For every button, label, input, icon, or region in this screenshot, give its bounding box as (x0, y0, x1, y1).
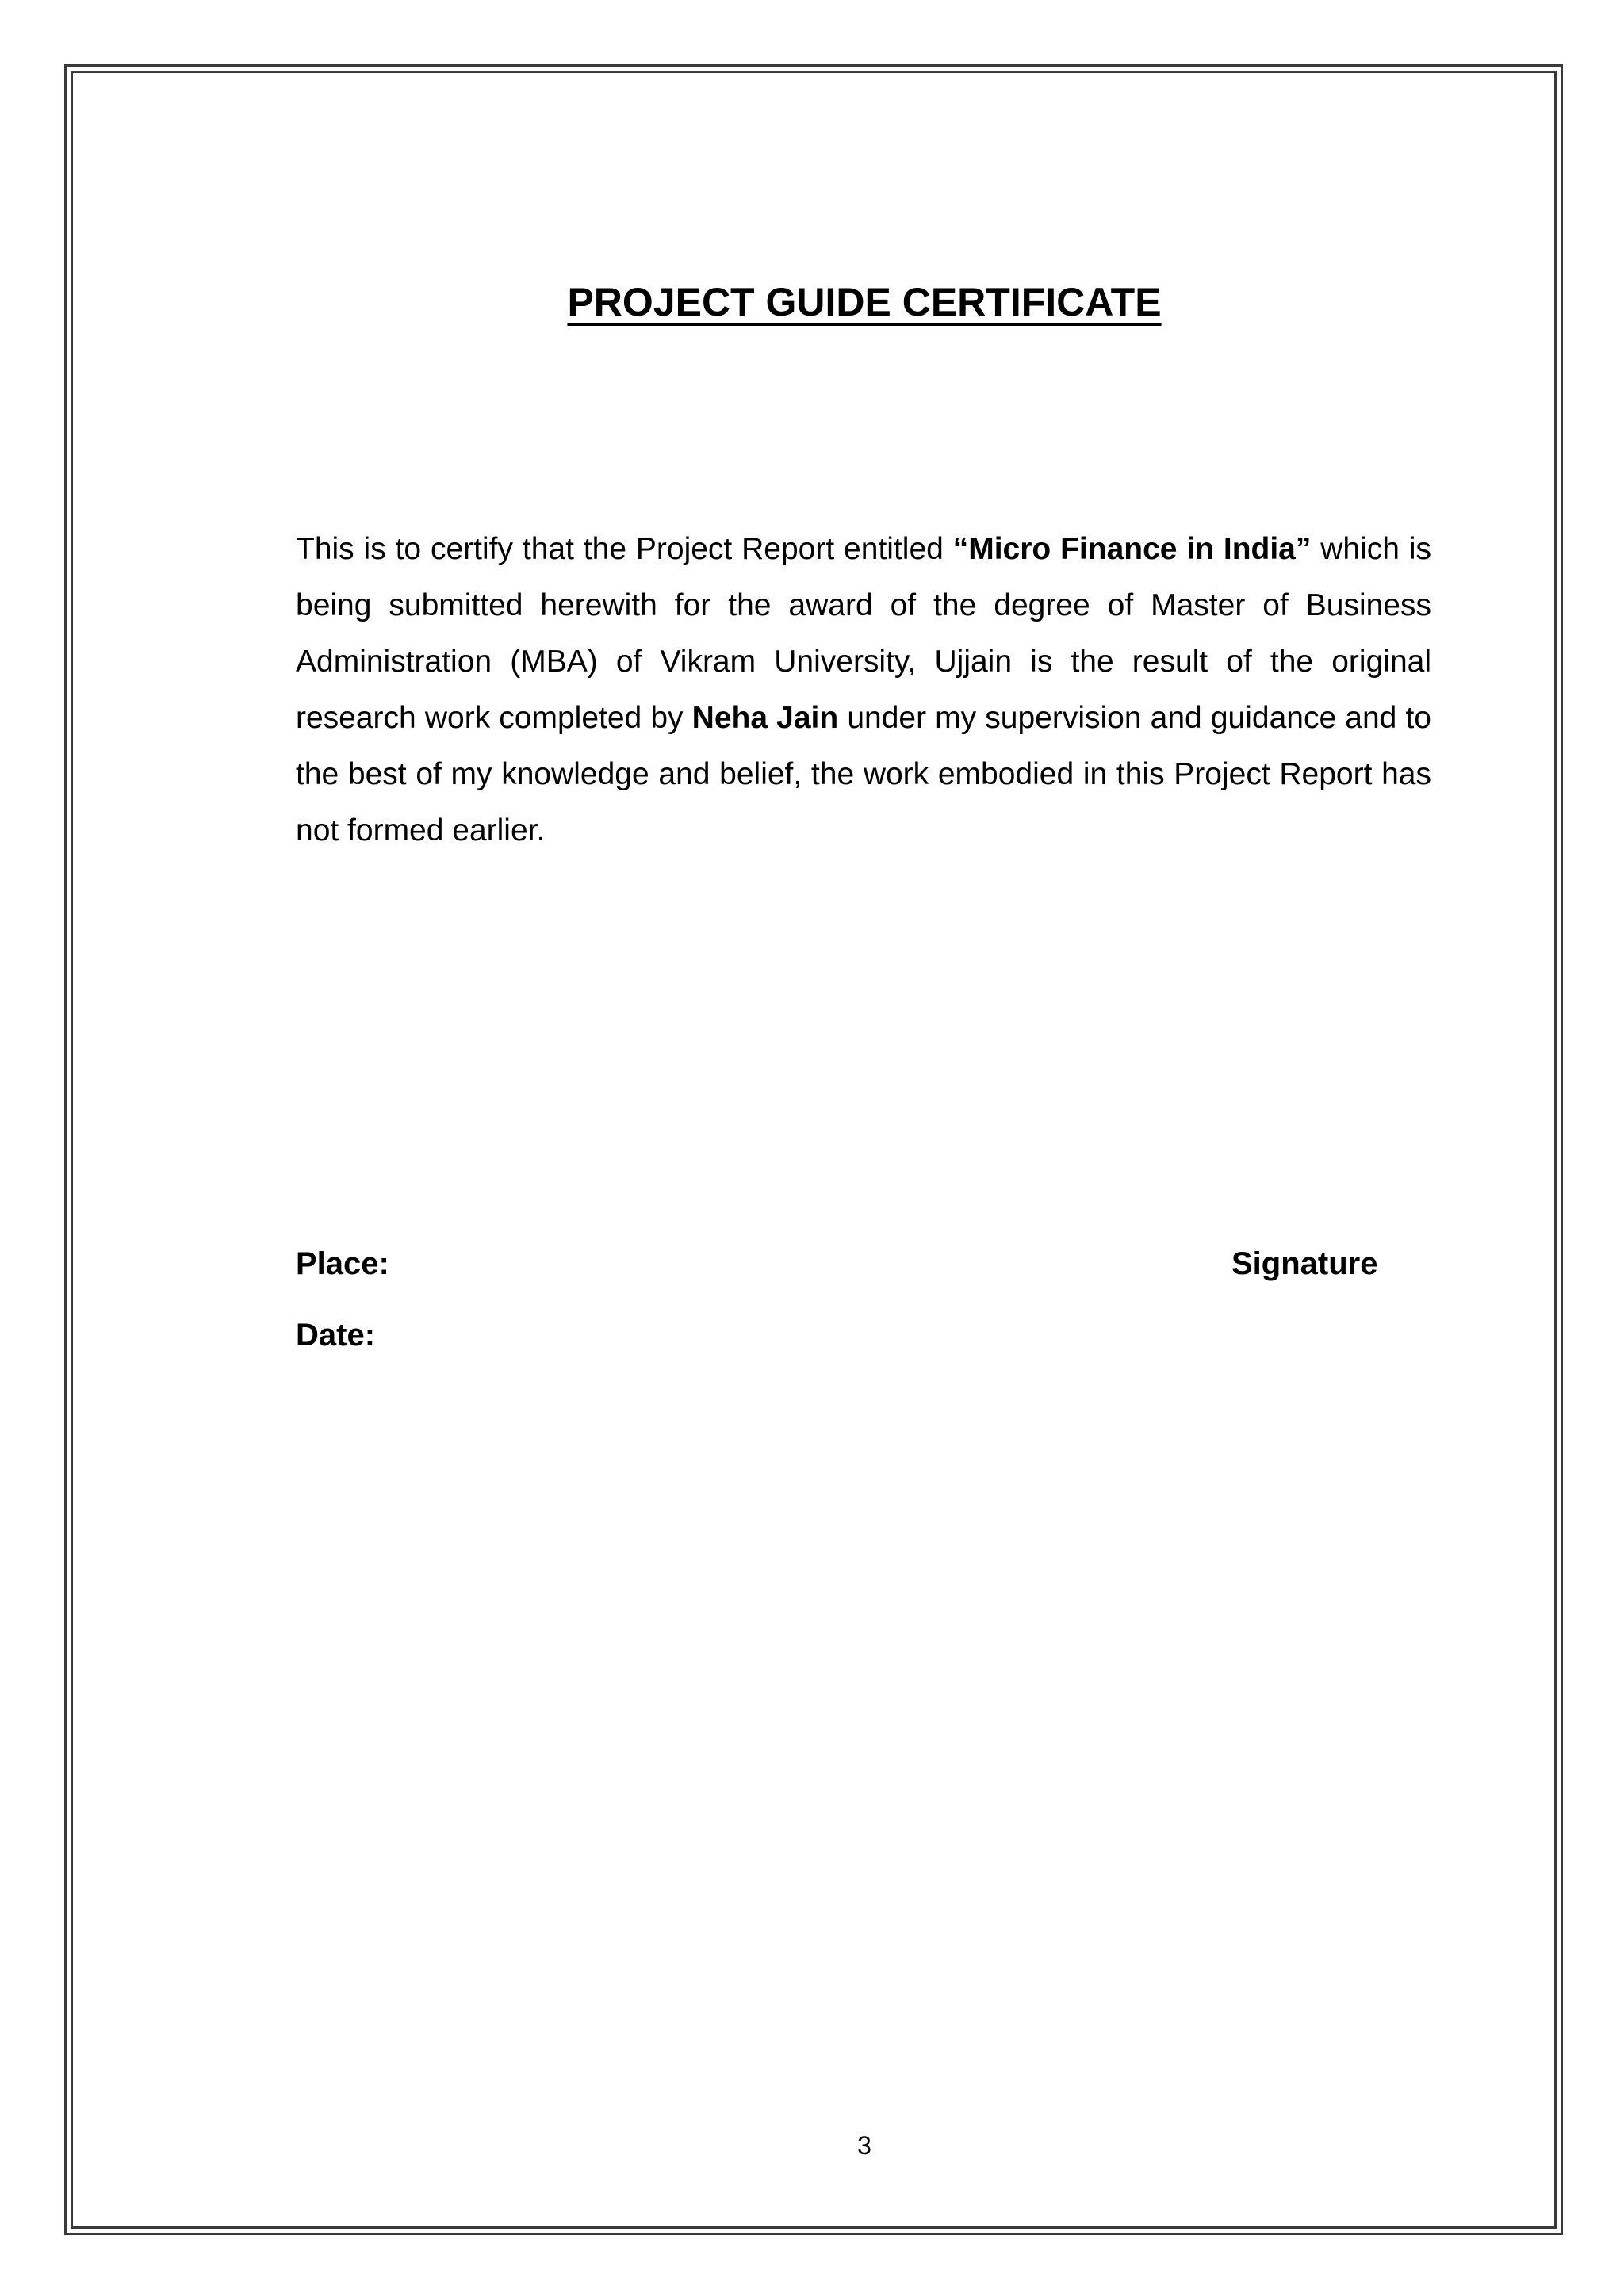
page-number: 3 (857, 2131, 871, 2160)
date-label: Date: (296, 1318, 376, 1353)
place-label: Place: (296, 1246, 389, 1281)
body-text-part3: under my supervision and guidance and to the best of my knowledge and belief, the work embodied in this Project Report has not formed earlier. (296, 701, 1431, 848)
student-name: Neha Jain (691, 701, 839, 735)
certificate-body (296, 521, 1431, 859)
body-text-part1: This is to certify that the Project Report entitled (296, 532, 953, 566)
signature-label: Signature (1231, 1246, 1378, 1281)
project-title: “Micro Finance in India” (952, 532, 1312, 566)
body-text-part2: which is being submitted herewith for the award of the degree of Master of Business Administration (MBA) of Vikram University, Ujjain is the result of the original research work completed by (296, 532, 1431, 735)
page-border-inner (71, 71, 1557, 2229)
certificate-title: PROJECT GUIDE CERTIFICATE (567, 280, 1162, 324)
